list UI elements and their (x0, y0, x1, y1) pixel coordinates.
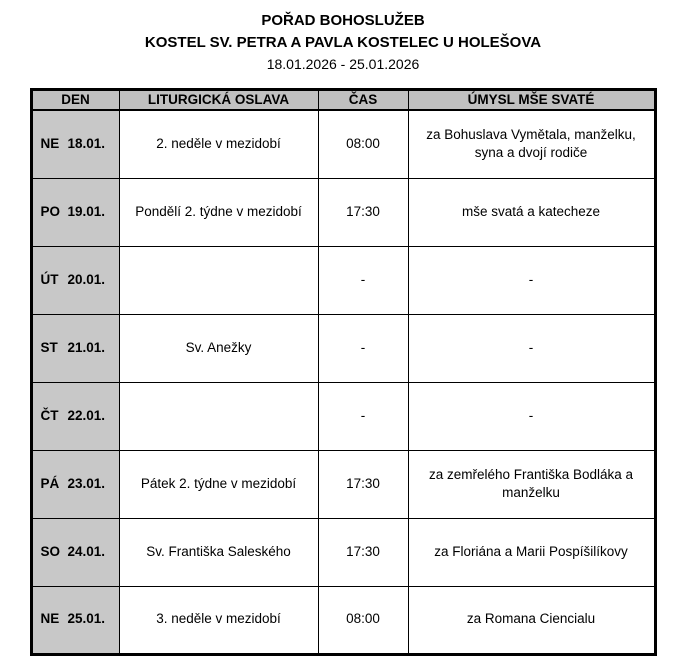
day-cell (31, 178, 119, 246)
table-row (31, 586, 655, 654)
intention-cell: - (408, 314, 655, 382)
table-row (31, 314, 655, 382)
schedule-body (31, 110, 655, 654)
time-cell: 17:30 (318, 450, 408, 518)
table-row (31, 450, 655, 518)
day-cell (31, 314, 119, 382)
intention-cell: za Floriána a Marii Pospíšilíkovy (408, 518, 655, 586)
day-date: 21.01. (67, 339, 106, 355)
day-cell (31, 246, 119, 314)
celebration-cell: 2. neděle v mezidobí (119, 110, 318, 178)
day-abbreviation: ÚT (40, 271, 59, 287)
table-row (31, 382, 655, 450)
day-date: 18.01. (67, 136, 106, 152)
day-date: 19.01. (67, 203, 106, 219)
day-abbreviation: NE (40, 136, 60, 152)
day-cell (31, 382, 119, 450)
intention-cell: mše svatá a katecheze (408, 178, 655, 246)
time-cell: 17:30 (318, 178, 408, 246)
day-date: 20.01. (67, 271, 106, 287)
time-cell: - (318, 246, 408, 314)
time-cell: 08:00 (318, 586, 408, 654)
intention-cell: - (408, 246, 655, 314)
table-row (31, 246, 655, 314)
day-cell (31, 450, 119, 518)
table-row (31, 178, 655, 246)
time-cell: 17:30 (318, 518, 408, 586)
page-title: POŘAD BOHOSLUŽEB (261, 12, 425, 29)
header-umysl-mse-svate: ÚMYSL MŠE SVATÉ (408, 89, 655, 110)
table-row (31, 110, 655, 178)
time-cell: - (318, 314, 408, 382)
date-range: 18.01.2026 - 25.01.2026 (266, 55, 420, 72)
intention-cell: za Romana Ciencialu (408, 586, 655, 654)
time-cell: - (318, 382, 408, 450)
celebration-cell (119, 246, 318, 314)
celebration-cell: Sv. Anežky (119, 314, 318, 382)
day-abbreviation: PÁ (40, 475, 60, 491)
day-date: 24.01. (67, 543, 106, 559)
day-cell (31, 110, 119, 178)
day-abbreviation: ST (40, 339, 58, 355)
celebration-cell: 3. neděle v mezidobí (119, 586, 318, 654)
day-abbreviation: ČT (40, 407, 59, 423)
table-row (31, 518, 655, 586)
celebration-cell: Pátek 2. týdne v mezidobí (119, 450, 318, 518)
day-abbreviation: NE (40, 611, 60, 627)
day-abbreviation: PO (40, 203, 61, 219)
day-cell (31, 586, 119, 654)
header-row (31, 89, 655, 110)
intention-cell: za zemřelého Františka Bodláka a manželku (408, 450, 655, 518)
day-cell (31, 518, 119, 586)
schedule-table (30, 88, 657, 656)
header-den: DEN (31, 89, 119, 110)
celebration-cell: Sv. Františka Saleského (119, 518, 318, 586)
day-date: 25.01. (67, 611, 106, 627)
day-date: 23.01. (67, 475, 106, 491)
day-abbreviation: SO (40, 543, 61, 559)
celebration-cell: Pondělí 2. týdne v mezidobí (119, 178, 318, 246)
header-cas: ČAS (318, 89, 408, 110)
intention-cell: za Bohuslava Vymětala, manželku, syna a dvojí rodiče (408, 110, 655, 178)
page-subtitle: KOSTEL SV. PETRA A PAVLA KOSTELEC U HOLEŠOVA (144, 33, 542, 51)
day-date: 22.01. (67, 407, 106, 423)
header-liturgicka-oslava: LITURGICKÁ OSLAVA (119, 89, 318, 110)
time-cell: 08:00 (318, 110, 408, 178)
intention-cell: - (408, 382, 655, 450)
celebration-cell (119, 382, 318, 450)
